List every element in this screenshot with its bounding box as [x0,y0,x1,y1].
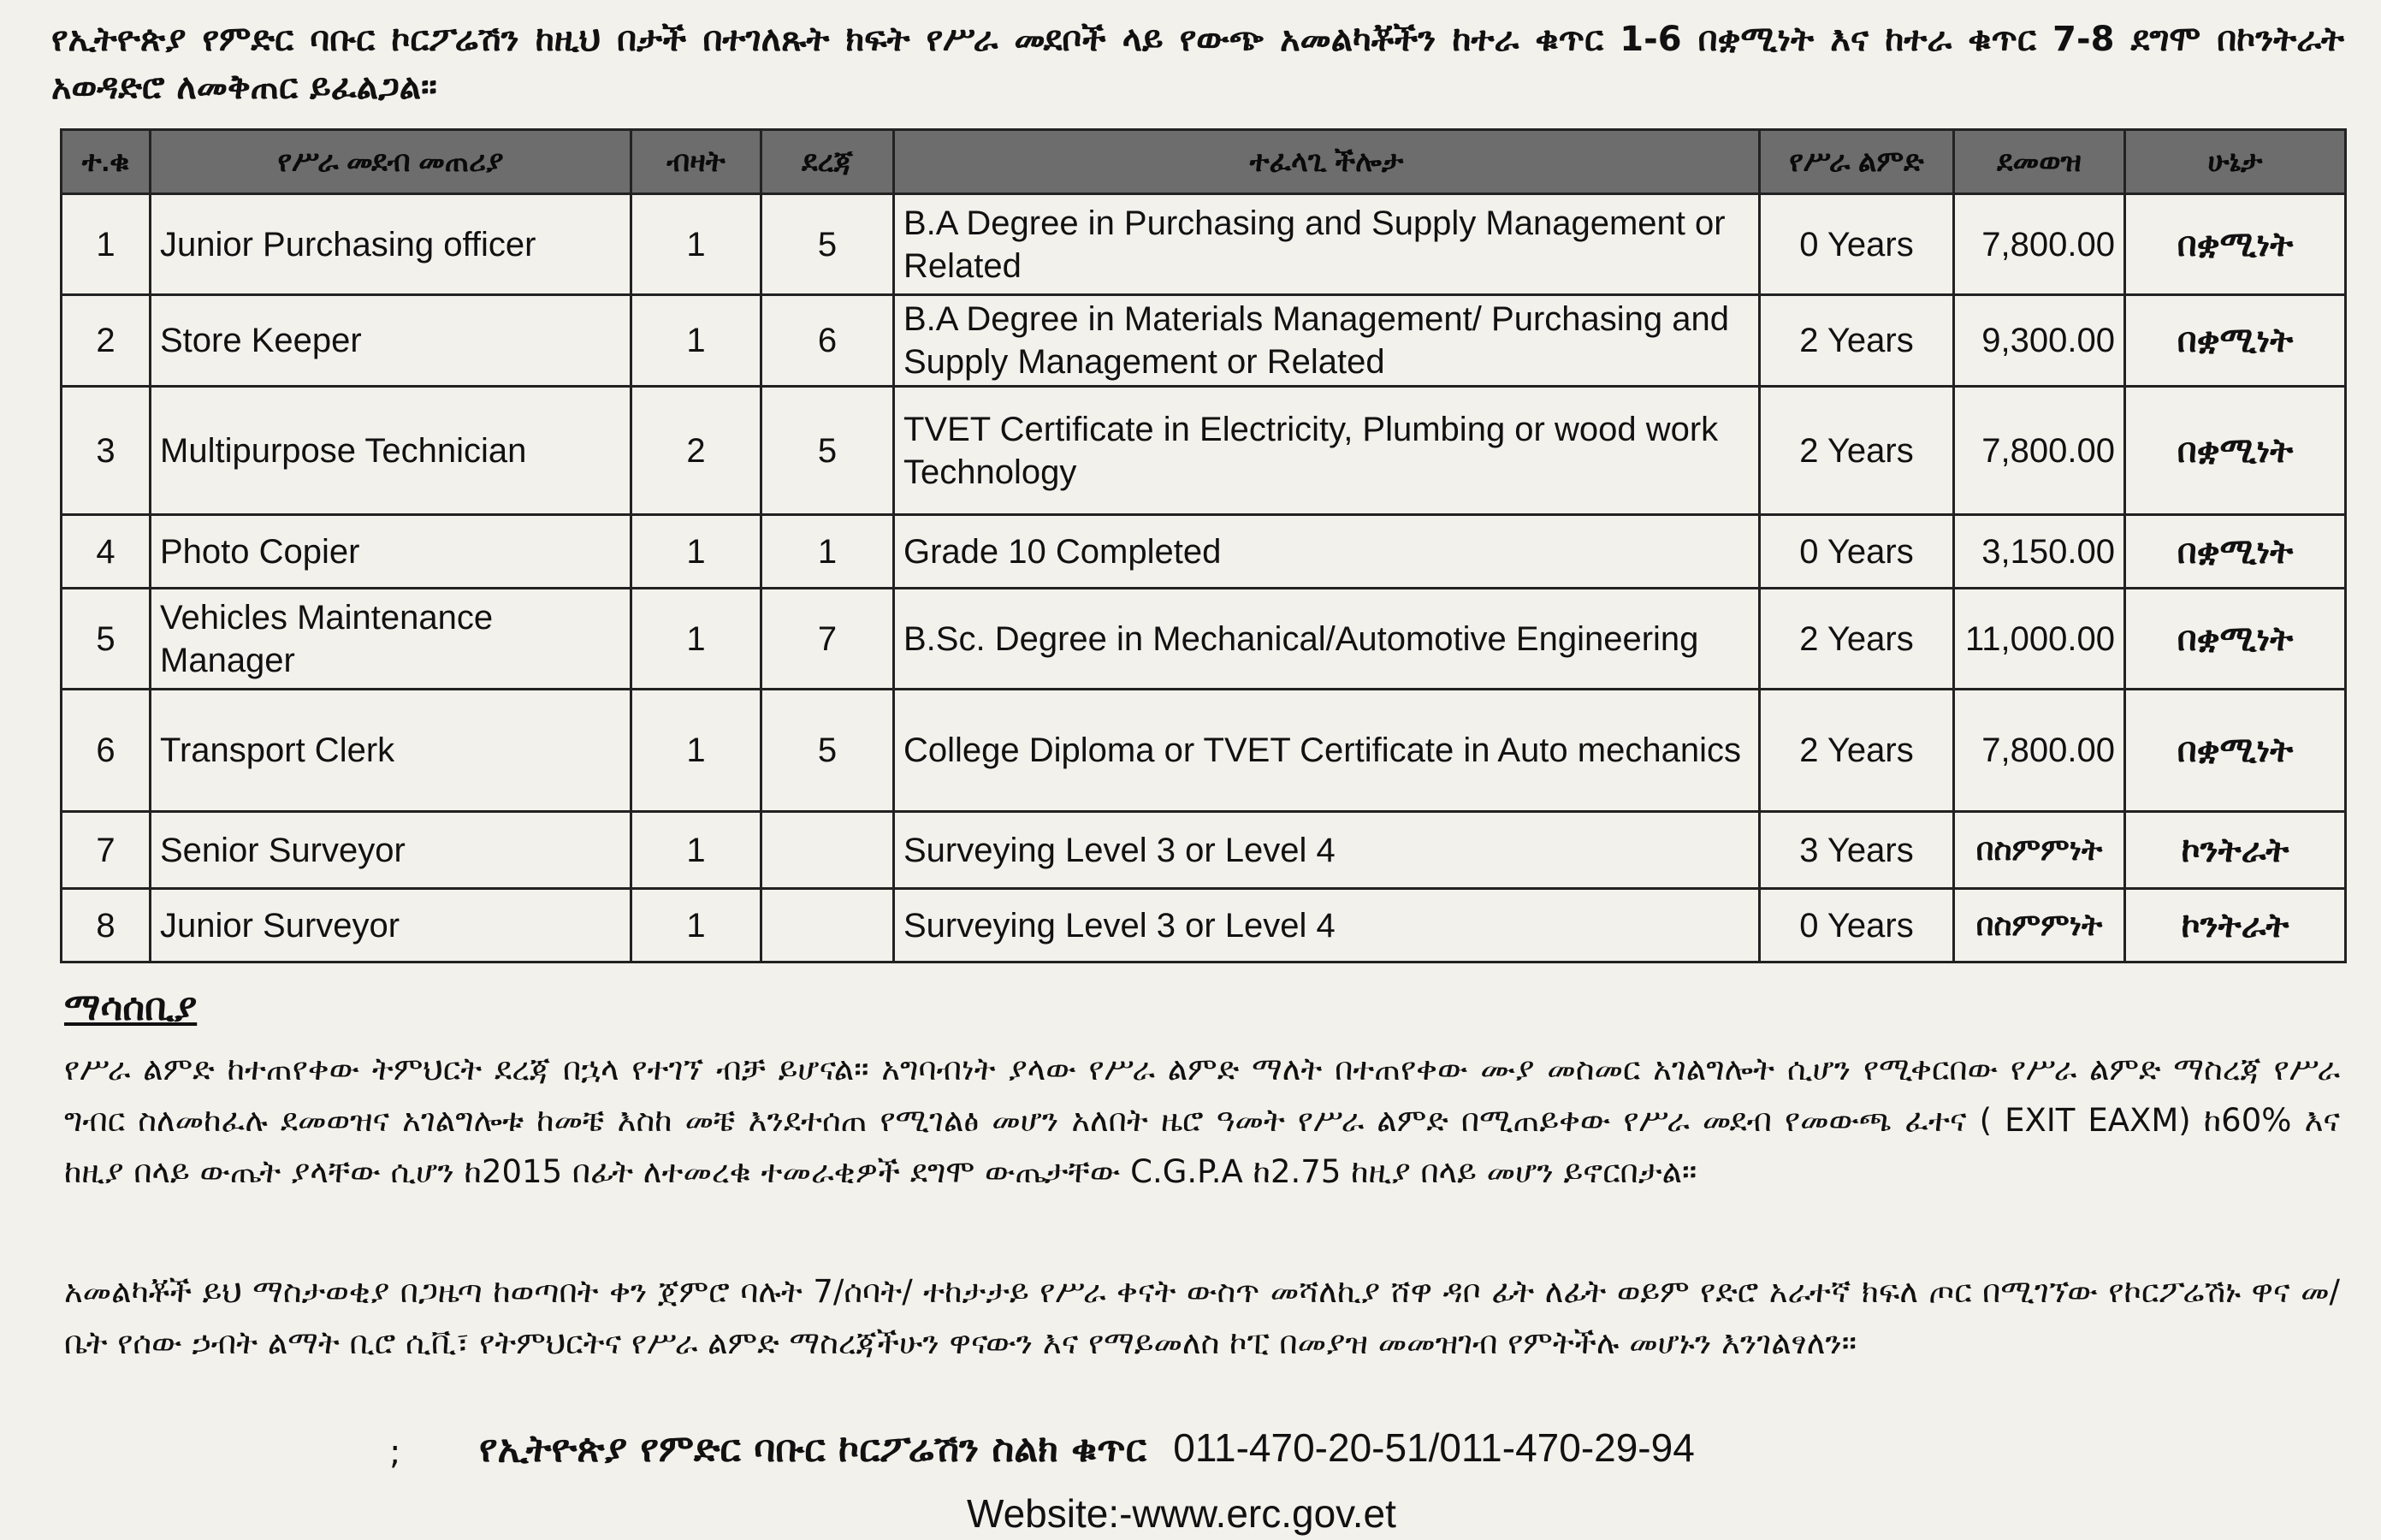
position-salary: 7,800.00 [1954,387,2125,515]
table-row [62,812,2346,889]
position-grade: 7 [761,589,894,690]
employment-type: ኮንትራት [2125,812,2346,889]
footer-separator-icon: ; [389,1433,401,1472]
position-title: Junior Purchasing officer [151,194,631,295]
position-title: Transport Clerk [151,690,631,812]
position-salary: በስምምነት [1954,812,2125,889]
position-title: Senior Surveyor [151,812,631,889]
employment-type: ኮንትራት [2125,889,2346,962]
position-experience: 2 Years [1760,690,1954,812]
position-title: Vehicles Maintenance Manager [151,589,631,690]
position-count: 1 [631,515,761,589]
position-title: Photo Copier [151,515,631,589]
table-row [62,194,2346,295]
position-count: 1 [631,589,761,690]
footer-website-link[interactable]: Website:-www.erc.gov.et [967,1491,1396,1536]
row-number: 2 [62,295,151,387]
position-grade: 6 [761,295,894,387]
row-number: 1 [62,194,151,295]
position-qualification: Surveying Level 3 or Level 4 [894,812,1760,889]
header-grade: ደረጃ [761,130,894,194]
footer-contact [479,1424,1695,1471]
header-salary: ደመወዝ [1954,130,2125,194]
employment-type: በቋሚነት [2125,690,2346,812]
header-qualification: ተፈላጊ ችሎታ [894,130,1760,194]
position-experience: 3 Years [1760,812,1954,889]
position-grade: 5 [761,194,894,295]
position-grade [761,812,894,889]
row-number: 5 [62,589,151,690]
position-count: 1 [631,812,761,889]
footer-phone: 011-470-20-51/011-470-29-94 [1173,1425,1695,1470]
table-row [62,295,2346,387]
position-qualification: Grade 10 Completed [894,515,1760,589]
position-qualification: Surveying Level 3 or Level 4 [894,889,1760,962]
note-paragraph-experience: የሥራ ልምድ ከተጠየቀው ትምህርት ደረጃ በኋላ የተገኘ ብቻ ይሆናል። አግባብነት ያላው የሥራ ልምድ ማለት በተጠየቀው ሙያ መስመር አገልግሎት ሲሆን የሚቀርበው የሥራ ልምድ ማስረጃ የሥራ ግብር ስለመከፈሉ ደመወዝና አገልግሎቱ ከመቼ እስከ መቼ እንደተሰጠ የሚገልፅ መሆን አለበት ዜሮ ዓመት የሥራ ልምድ በሚጠይቀው የሥራ መደብ የመውጫ ፈተና ( EXIT EAXM) ከ60% እና ከዚያ በላይ ውጤት ያላቸው ሲሆን ከ2015 በፊት ለተመረቁ ተመራቂዎች ደግሞ ውጤታቸው C.G.P.A ከ2.75 ከዚያ በላይ መሆን ይኖርበታል። [64,1051,2340,1190]
note-heading: ማሳሰቢያ [64,986,198,1029]
vacancy-table [60,128,2347,963]
position-grade: 1 [761,515,894,589]
row-number: 6 [62,690,151,812]
position-qualification: College Diploma or TVET Certificate in Auto mechanics [894,690,1760,812]
position-salary: 11,000.00 [1954,589,2125,690]
header-employment-type: ሁኔታ [2125,130,2346,194]
position-salary: 7,800.00 [1954,194,2125,295]
header-count: ብዛት [631,130,761,194]
employment-type: በቋሚነት [2125,194,2346,295]
employment-type: በቋሚነት [2125,387,2346,515]
position-grade: 5 [761,387,894,515]
employment-type: በቋሚነት [2125,589,2346,690]
footer-org-label: የኢትዮጵያ የምድር ባቡር ኮርፖሬሽን ስልክ ቁጥር [479,1427,1146,1471]
header-experience: የሥራ ልምድ [1760,130,1954,194]
position-experience: 2 Years [1760,295,1954,387]
position-count: 1 [631,295,761,387]
position-count: 1 [631,690,761,812]
position-count: 1 [631,889,761,962]
header-number: ተ.ቁ [62,130,151,194]
row-number: 3 [62,387,151,515]
row-number: 7 [62,812,151,889]
position-count: 2 [631,387,761,515]
table-row [62,515,2346,589]
table-row [62,690,2346,812]
row-number: 8 [62,889,151,962]
table-row [62,387,2346,515]
position-experience: 2 Years [1760,387,1954,515]
position-qualification: B.A Degree in Materials Management/ Purchasing and Supply Management or Related [894,295,1760,387]
position-salary: በስምምነት [1954,889,2125,962]
position-title: Junior Surveyor [151,889,631,962]
table-row [62,889,2346,962]
position-count: 1 [631,194,761,295]
position-experience: 0 Years [1760,889,1954,962]
row-number: 4 [62,515,151,589]
position-grade: 5 [761,690,894,812]
header-position-title: የሥራ መደብ መጠሪያ [151,130,631,194]
employment-type: በቋሚነት [2125,295,2346,387]
position-qualification: B.Sc. Degree in Mechanical/Automotive Engineering [894,589,1760,690]
position-salary: 3,150.00 [1954,515,2125,589]
intro-paragraph: የኢትዮጵያ የምድር ባቡር ኮርፖሬሽን ከዚህ በታች በተገለጹት ክፍት የሥራ መደቦች ላይ የውጭ አመልካቾችን ከተራ ቁጥር 1-6 በቋሚነት እና ከተራ ቁጥር 7-8 ደግሞ በኮንትራት አወዳድሮ ለመቅጠር ይፈልጋል። [51,20,2344,107]
position-title: Multipurpose Technician [151,387,631,515]
position-experience: 0 Years [1760,194,1954,295]
position-title: Store Keeper [151,295,631,387]
position-salary: 7,800.00 [1954,690,2125,812]
employment-type: በቋሚነት [2125,515,2346,589]
table-header-row [62,130,2346,194]
position-grade [761,889,894,962]
position-qualification: TVET Certificate in Electricity, Plumbing or wood work Technology [894,387,1760,515]
position-experience: 0 Years [1760,515,1954,589]
table-row [62,589,2346,690]
position-experience: 2 Years [1760,589,1954,690]
position-salary: 9,300.00 [1954,295,2125,387]
position-qualification: B.A Degree in Purchasing and Supply Management or Related [894,194,1760,295]
note-paragraph-application: አመልካቾች ይህ ማስታወቂያ በጋዜጣ ከወጣበት ቀን ጀምሮ ባሉት 7/ሰባት/ ተከታታይ የሥራ ቀናት ውስጥ መሻለኪያ ሸዋ ዳቦ ፊት ለፊት ወይም የድሮ አራተኛ ክፍለ ጦር በሚገኘው የኮርፖሬሽኑ ዋና መ/ቤት የሰው ኃብት ልማት ቢሮ ሲቪ፣ የትምህርትና የሥራ ልምድ ማስረጃችሁን ዋናውን እና የማይመለስ ኮፒ በመያዝ መመዝገብ የምትችሉ መሆኑን እንገልፃለን። [64,1273,2340,1361]
